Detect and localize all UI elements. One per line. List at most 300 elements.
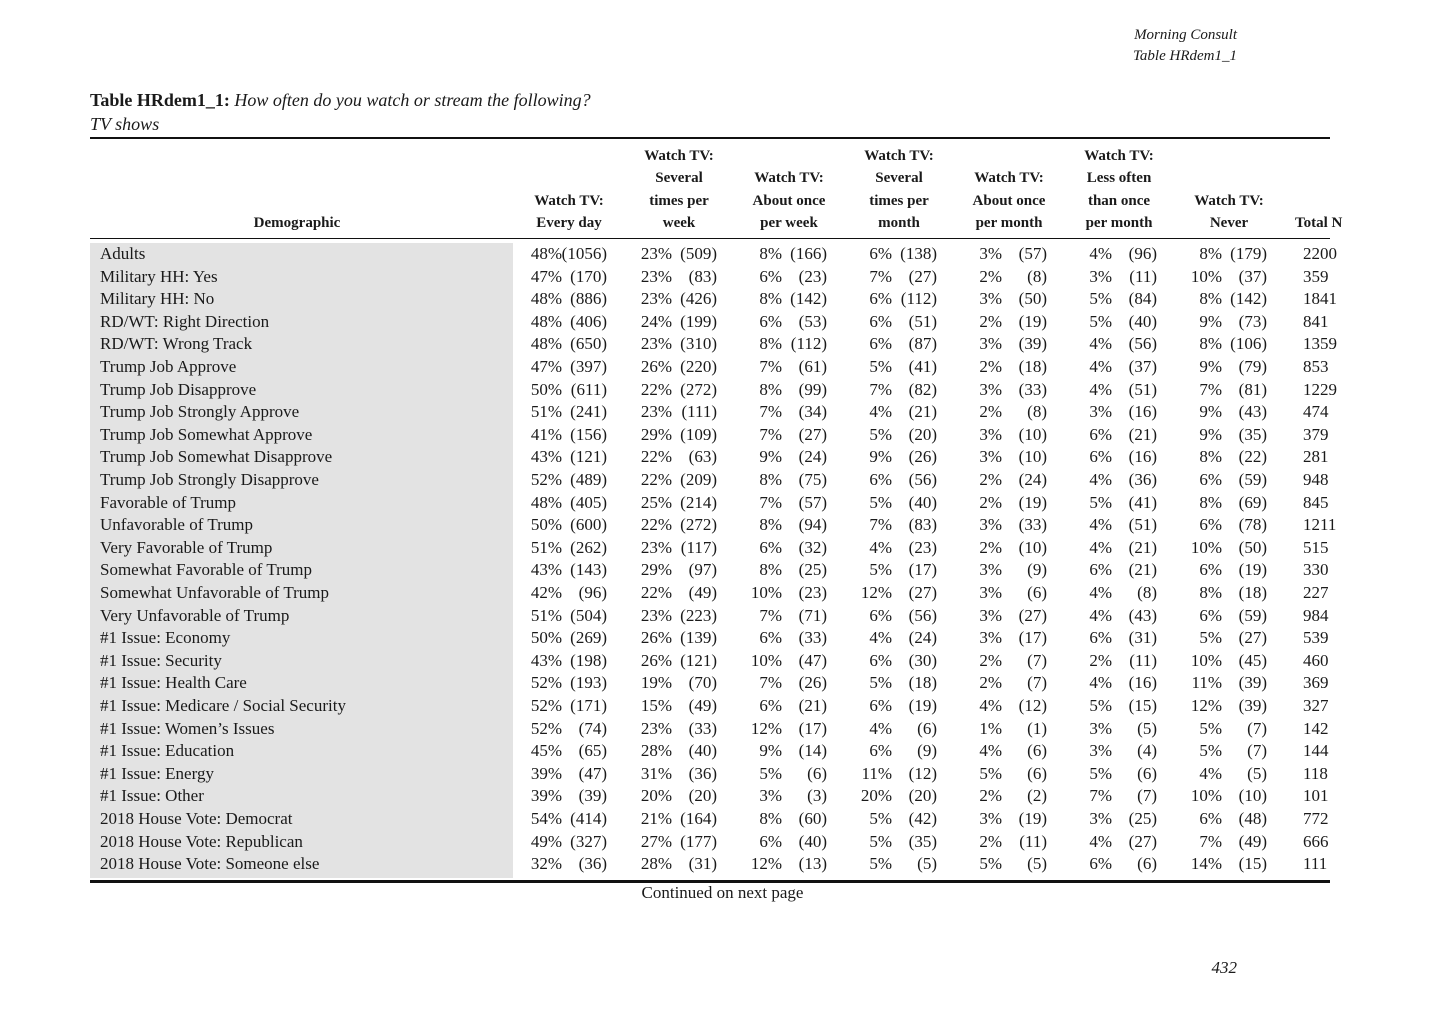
- cell-percent: 3%: [1089, 809, 1112, 828]
- table-row: [0, 446, 1329, 469]
- column-header: [844, 145, 954, 235]
- cell-count: (61): [798, 357, 827, 376]
- cell-count: (79): [1238, 357, 1267, 376]
- continued-note: Continued on next page: [641, 883, 804, 902]
- cell-percent: 5%: [759, 763, 782, 783]
- cell-count: (143): [570, 560, 607, 580]
- column-header-line: Every day: [536, 215, 602, 232]
- cell-percent: 10%: [1190, 537, 1222, 557]
- cell-percent: 6%: [869, 650, 892, 670]
- cell-percent: 4%: [869, 718, 892, 738]
- cell-count: (16): [1128, 673, 1157, 693]
- row-label: Very Favorable of Trump: [100, 537, 273, 557]
- cell-percent: 3%: [979, 605, 1002, 625]
- cell-percent: 48%: [530, 289, 562, 309]
- cell-percent: 23%: [640, 718, 672, 738]
- cell-count: (35): [908, 831, 937, 851]
- cell-total: 327: [1303, 696, 1329, 715]
- cell-count: (63): [688, 447, 717, 467]
- cell-count: (27): [798, 424, 827, 444]
- cell-count: (112): [790, 334, 827, 354]
- cell-count: (94): [798, 515, 827, 535]
- cell-count: (20): [908, 424, 937, 444]
- column-header-line: than once: [1087, 192, 1151, 209]
- cell-percent: 6%: [759, 537, 782, 557]
- cell-percent: 51%: [530, 537, 562, 557]
- cell-count: (33): [798, 628, 827, 648]
- column-header-line: Watch TV:: [644, 147, 714, 164]
- cell-percent: 23%: [640, 334, 672, 354]
- cell-percent: 4%: [1089, 831, 1112, 851]
- cell-count: (41): [1128, 492, 1157, 512]
- cell-percent: 9%: [759, 741, 782, 761]
- cell-count: (51): [1128, 515, 1157, 535]
- cell-count: (170): [570, 266, 607, 286]
- cell-percent: 4%: [979, 696, 1002, 715]
- row-label: Somewhat Unfavorable of Trump: [100, 583, 330, 602]
- cell-percent: 6%: [869, 605, 892, 625]
- cell-percent: 5%: [1089, 311, 1112, 331]
- cell-count: (32): [798, 537, 827, 557]
- cell-percent: 8%: [759, 379, 782, 399]
- row-label: #1 Issue: Other: [100, 786, 204, 806]
- cell-total: 369: [1303, 673, 1329, 693]
- cell-count: (82): [908, 379, 937, 399]
- cell-percent: 42%: [530, 583, 562, 602]
- cell-count: (4): [1137, 741, 1157, 761]
- table-row: [0, 718, 1329, 741]
- cell-count: (426): [680, 289, 717, 309]
- cell-count: (21): [798, 696, 827, 715]
- cell-count: (19): [1018, 809, 1047, 828]
- cell-percent: 6%: [869, 244, 892, 263]
- row-label: Unfavorable of Trump: [100, 515, 253, 535]
- cell-percent: 4%: [1089, 583, 1112, 602]
- cell-total: 144: [1303, 741, 1329, 761]
- caption-subtitle: TV shows: [90, 114, 160, 134]
- cell-percent: 3%: [1089, 741, 1112, 761]
- cell-percent: 3%: [979, 560, 1002, 580]
- cell-count: (1): [1027, 718, 1047, 738]
- cell-percent: 50%: [530, 379, 562, 399]
- cell-percent: 3%: [979, 424, 1002, 444]
- cell-percent: 8%: [1199, 447, 1222, 467]
- row-label: #1 Issue: Education: [100, 741, 235, 761]
- cell-percent: 2%: [979, 357, 1002, 376]
- cell-total: 474: [1303, 402, 1329, 422]
- cell-percent: 47%: [530, 357, 562, 376]
- cell-count: (42): [908, 809, 937, 828]
- cell-percent: 5%: [1199, 718, 1222, 738]
- cell-percent: 10%: [1190, 266, 1222, 286]
- cell-percent: 28%: [640, 741, 672, 761]
- cell-count: (37): [1128, 357, 1157, 376]
- cell-percent: 6%: [1089, 854, 1112, 874]
- table-caption: [90, 88, 591, 136]
- cell-percent: 6%: [759, 266, 782, 286]
- cell-count: (27): [1238, 628, 1267, 648]
- cell-count: (30): [908, 650, 937, 670]
- cell-percent: 5%: [1199, 741, 1222, 761]
- cell-count: (31): [688, 854, 717, 874]
- cell-percent: 4%: [1089, 244, 1112, 263]
- row-label: #1 Issue: Energy: [100, 763, 214, 783]
- cell-total: 460: [1303, 650, 1329, 670]
- cell-percent: 8%: [1199, 244, 1222, 263]
- cell-percent: 52%: [530, 696, 562, 715]
- cell-percent: 5%: [869, 560, 892, 580]
- cell-count: (406): [570, 311, 607, 331]
- cell-count: (20): [688, 786, 717, 806]
- cell-total: 841: [1303, 311, 1329, 331]
- row-label: Trump Job Disapprove: [100, 379, 257, 399]
- cell-count: (13): [798, 854, 827, 874]
- cell-total: 281: [1303, 447, 1329, 467]
- column-header-line: Watch TV:: [754, 170, 824, 187]
- cell-total: 984: [1303, 605, 1329, 625]
- cell-percent: 8%: [759, 470, 782, 489]
- cell-count: (36): [688, 763, 717, 783]
- table-row: [0, 627, 1329, 650]
- cell-count: (56): [908, 605, 937, 625]
- table-row: [0, 401, 1329, 424]
- cell-percent: 41%: [530, 424, 562, 444]
- column-header-line: Watch TV:: [974, 170, 1044, 187]
- cell-count: (43): [1128, 605, 1157, 625]
- cell-count: (11): [1129, 266, 1157, 286]
- cell-percent: 3%: [979, 447, 1002, 467]
- cell-percent: 9%: [759, 447, 782, 467]
- column-header-line: Several: [655, 170, 703, 187]
- table-row: [0, 311, 1329, 334]
- table-row: [0, 853, 1328, 876]
- cell-count: (6): [1027, 763, 1047, 783]
- cell-percent: 23%: [640, 289, 672, 309]
- cell-percent: 2%: [979, 673, 1002, 693]
- column-header: [1174, 145, 1284, 235]
- column-header-line: Never: [1209, 215, 1249, 232]
- cell-count: (99): [798, 379, 827, 399]
- cell-count: (56): [908, 470, 937, 489]
- cell-percent: 2%: [979, 537, 1002, 557]
- cell-count: (214): [680, 492, 717, 512]
- cell-count: (21): [908, 402, 937, 422]
- table-row: [0, 808, 1329, 831]
- cell-total: 948: [1303, 470, 1329, 489]
- cell-percent: 48%: [530, 311, 562, 331]
- column-header: [514, 145, 624, 235]
- cell-percent: 11%: [861, 763, 892, 783]
- cell-percent: 3%: [979, 334, 1002, 354]
- cell-count: (5): [1027, 854, 1047, 874]
- cell-percent: 26%: [640, 357, 672, 376]
- cell-count: (156): [570, 424, 607, 444]
- cell-count: (15): [1238, 854, 1267, 874]
- cell-count: (17): [908, 560, 937, 580]
- caption-question: How often do you watch or stream the following?: [234, 90, 591, 110]
- cell-count: (171): [570, 696, 607, 715]
- cell-count: (166): [790, 244, 827, 263]
- table-row: [0, 379, 1337, 402]
- cell-percent: 22%: [640, 470, 672, 489]
- cell-count: (57): [1018, 244, 1047, 263]
- cell-percent: 5%: [1089, 763, 1112, 783]
- row-label: Very Unfavorable of Trump: [100, 605, 290, 625]
- cell-percent: 48%: [530, 334, 562, 354]
- cell-percent: 31%: [640, 763, 672, 783]
- row-label: Trump Job Strongly Disapprove: [100, 470, 319, 489]
- cell-percent: 5%: [1089, 696, 1112, 715]
- table-row: [0, 831, 1329, 854]
- cell-count: (17): [798, 718, 827, 738]
- cell-count: (60): [798, 809, 827, 828]
- cell-count: (39): [1018, 334, 1047, 354]
- cell-percent: 5%: [1199, 628, 1222, 648]
- row-label: Trump Job Somewhat Approve: [100, 424, 313, 444]
- cell-percent: 9%: [1199, 357, 1222, 376]
- cell-percent: 9%: [1199, 311, 1222, 331]
- row-label: #1 Issue: Medicare / Social Security: [100, 696, 346, 715]
- cell-percent: 15%: [640, 696, 672, 715]
- cell-percent: 14%: [1190, 854, 1222, 874]
- cell-count: (5): [1137, 718, 1157, 738]
- row-label: #1 Issue: Security: [100, 650, 222, 670]
- cell-total: 1359: [1303, 334, 1337, 354]
- cell-count: (83): [908, 515, 937, 535]
- cell-count: (96): [1128, 244, 1157, 263]
- cell-percent: 23%: [640, 244, 672, 263]
- cell-percent: 2%: [979, 470, 1002, 489]
- cell-percent: 8%: [759, 334, 782, 354]
- cell-percent: 4%: [1089, 605, 1112, 625]
- cell-count: (179): [1230, 244, 1267, 263]
- cell-count: (57): [798, 492, 827, 512]
- table-row: [0, 266, 1329, 289]
- cell-percent: 23%: [640, 605, 672, 625]
- cell-percent: 26%: [640, 650, 672, 670]
- column-header-line: month: [878, 215, 920, 232]
- cell-percent: 5%: [1089, 492, 1112, 512]
- cell-count: (70): [688, 673, 717, 693]
- row-label: 2018 House Vote: Democrat: [100, 809, 293, 828]
- table-id: Table HRdem1_1: [1132, 48, 1237, 64]
- cell-total: 227: [1303, 583, 1329, 602]
- cell-percent: 6%: [869, 741, 892, 761]
- cell-count: (7): [1027, 650, 1047, 670]
- cell-count: (49): [1238, 831, 1267, 851]
- cell-percent: 2%: [979, 311, 1002, 331]
- cell-count: (40): [798, 831, 827, 851]
- cell-percent: 7%: [1089, 786, 1112, 806]
- cell-percent: 6%: [759, 696, 782, 715]
- cell-percent: 52%: [530, 718, 562, 738]
- cell-count: (269): [570, 628, 607, 648]
- cell-percent: 28%: [640, 854, 672, 874]
- cell-percent: 7%: [759, 424, 782, 444]
- cell-count: (49): [688, 583, 717, 602]
- cell-count: (611): [570, 379, 607, 399]
- cell-percent: 12%: [750, 718, 782, 738]
- cell-percent: 22%: [640, 583, 672, 602]
- cell-percent: 5%: [869, 357, 892, 376]
- cell-percent: 3%: [979, 628, 1002, 648]
- cell-count: (36): [1128, 470, 1157, 489]
- table-row: [0, 288, 1337, 311]
- cell-count: (39): [1238, 673, 1267, 693]
- cell-percent: 6%: [759, 628, 782, 648]
- cell-count: (69): [1238, 492, 1267, 512]
- cell-percent: 22%: [640, 379, 672, 399]
- cell-percent: 50%: [530, 628, 562, 648]
- cell-percent: 6%: [759, 311, 782, 331]
- cell-percent: 3%: [979, 289, 1002, 309]
- cell-count: (9): [1027, 560, 1047, 580]
- cell-count: (35): [1238, 424, 1267, 444]
- cell-count: (23): [798, 583, 827, 602]
- cell-count: (262): [570, 537, 607, 557]
- cell-total: 1211: [1303, 515, 1337, 535]
- cell-percent: 12%: [860, 583, 892, 602]
- cell-percent: 6%: [1089, 447, 1112, 467]
- cell-percent: 5%: [869, 809, 892, 828]
- cell-count: (1056): [561, 244, 607, 263]
- cell-percent: 5%: [979, 763, 1002, 783]
- cell-count: (81): [1238, 379, 1267, 399]
- cell-percent: 4%: [1089, 379, 1112, 399]
- cell-count: (41): [908, 357, 937, 376]
- column-header-line: times per: [649, 192, 709, 209]
- cell-count: (49): [688, 696, 717, 715]
- table-row: [0, 492, 1329, 515]
- cell-count: (8): [1027, 402, 1047, 422]
- cell-count: (36): [578, 854, 607, 874]
- cell-count: (209): [680, 470, 717, 489]
- table-row: [0, 469, 1329, 492]
- cell-percent: 7%: [1199, 379, 1222, 399]
- cell-count: (6): [1027, 741, 1047, 761]
- table-row: [0, 537, 1329, 560]
- cell-percent: 39%: [530, 786, 562, 806]
- cell-percent: 26%: [640, 628, 672, 648]
- page-number: 432: [1211, 958, 1237, 977]
- column-header: [242, 145, 352, 235]
- table-row: [0, 582, 1329, 605]
- cell-percent: 8%: [1199, 334, 1222, 354]
- cell-total: 666: [1303, 831, 1329, 851]
- cell-percent: 4%: [1199, 763, 1222, 783]
- cell-percent: 22%: [640, 447, 672, 467]
- cell-count: (21): [1128, 537, 1157, 557]
- cell-percent: 29%: [640, 424, 672, 444]
- column-header-line: Several: [875, 170, 923, 187]
- column-header: [1295, 145, 1342, 235]
- row-label: 2018 House Vote: Republican: [100, 831, 303, 851]
- table-row: [0, 333, 1337, 356]
- table-row: [0, 424, 1329, 447]
- column-header-line: Watch TV:: [534, 192, 604, 209]
- cell-percent: 12%: [750, 854, 782, 874]
- column-header-line: per week: [760, 215, 818, 232]
- cell-total: 1841: [1303, 289, 1337, 309]
- cell-total: 515: [1303, 537, 1329, 557]
- cell-count: (33): [1018, 379, 1047, 399]
- cell-total: 101: [1303, 786, 1329, 806]
- cell-percent: 8%: [1199, 289, 1222, 309]
- cell-count: (56): [1128, 334, 1157, 354]
- cell-percent: 3%: [1089, 718, 1112, 738]
- cell-percent: 7%: [759, 357, 782, 376]
- cell-count: (23): [798, 266, 827, 286]
- cell-count: (26): [908, 447, 937, 467]
- cell-count: (650): [570, 334, 607, 354]
- cell-percent: 2%: [979, 492, 1002, 512]
- row-label: 2018 House Vote: Someone else: [100, 854, 320, 874]
- cell-count: (59): [1238, 605, 1267, 625]
- cell-count: (199): [680, 311, 717, 331]
- cell-count: (241): [570, 402, 607, 422]
- row-label: #1 Issue: Economy: [100, 628, 231, 648]
- cell-percent: 9%: [869, 447, 892, 467]
- cell-percent: 2%: [979, 266, 1002, 286]
- cell-count: (50): [1238, 537, 1267, 557]
- cell-percent: 22%: [640, 515, 672, 535]
- cell-percent: 9%: [1199, 402, 1222, 422]
- cell-count: (16): [1128, 402, 1157, 422]
- cell-percent: 20%: [640, 786, 672, 806]
- cell-total: 330: [1303, 560, 1329, 580]
- cell-percent: 4%: [979, 741, 1002, 761]
- cell-count: (6): [1137, 854, 1157, 874]
- cell-percent: 4%: [1089, 357, 1112, 376]
- cell-count: (8): [1137, 583, 1157, 602]
- cell-count: (7): [1247, 718, 1267, 738]
- cell-percent: 6%: [869, 289, 892, 309]
- cell-percent: 21%: [640, 809, 672, 828]
- cell-count: (23): [908, 537, 937, 557]
- cell-count: (272): [680, 515, 717, 535]
- cell-percent: 11%: [1191, 673, 1222, 693]
- table-top-rule: [90, 137, 1330, 139]
- cell-count: (10): [1018, 537, 1047, 557]
- cell-count: (121): [680, 650, 717, 670]
- row-label: #1 Issue: Women’s Issues: [100, 718, 275, 738]
- cell-percent: 3%: [979, 379, 1002, 399]
- cell-count: (59): [1238, 470, 1267, 489]
- cell-percent: 7%: [759, 673, 782, 693]
- cell-count: (19): [1018, 311, 1047, 331]
- cell-count: (139): [680, 628, 717, 648]
- cell-percent: 2%: [979, 402, 1002, 422]
- cell-percent: 4%: [1089, 673, 1112, 693]
- cell-count: (47): [578, 763, 607, 783]
- cell-count: (142): [790, 289, 827, 309]
- cell-count: (16): [1128, 447, 1157, 467]
- cell-percent: 6%: [1199, 809, 1222, 828]
- row-label: Favorable of Trump: [100, 492, 236, 512]
- column-header: [624, 145, 734, 235]
- column-header-line: Watch TV:: [1194, 192, 1264, 209]
- cell-count: (111): [681, 402, 717, 422]
- cell-percent: 32%: [530, 854, 562, 874]
- cell-count: (7): [1137, 786, 1157, 806]
- cell-percent: 9%: [1199, 424, 1222, 444]
- cell-total: 359: [1303, 266, 1329, 286]
- cell-percent: 4%: [1089, 470, 1112, 489]
- cell-count: (11): [1129, 650, 1157, 670]
- cell-count: (198): [570, 650, 607, 670]
- cell-count: (12): [1018, 696, 1047, 715]
- cell-percent: 2%: [1089, 650, 1112, 670]
